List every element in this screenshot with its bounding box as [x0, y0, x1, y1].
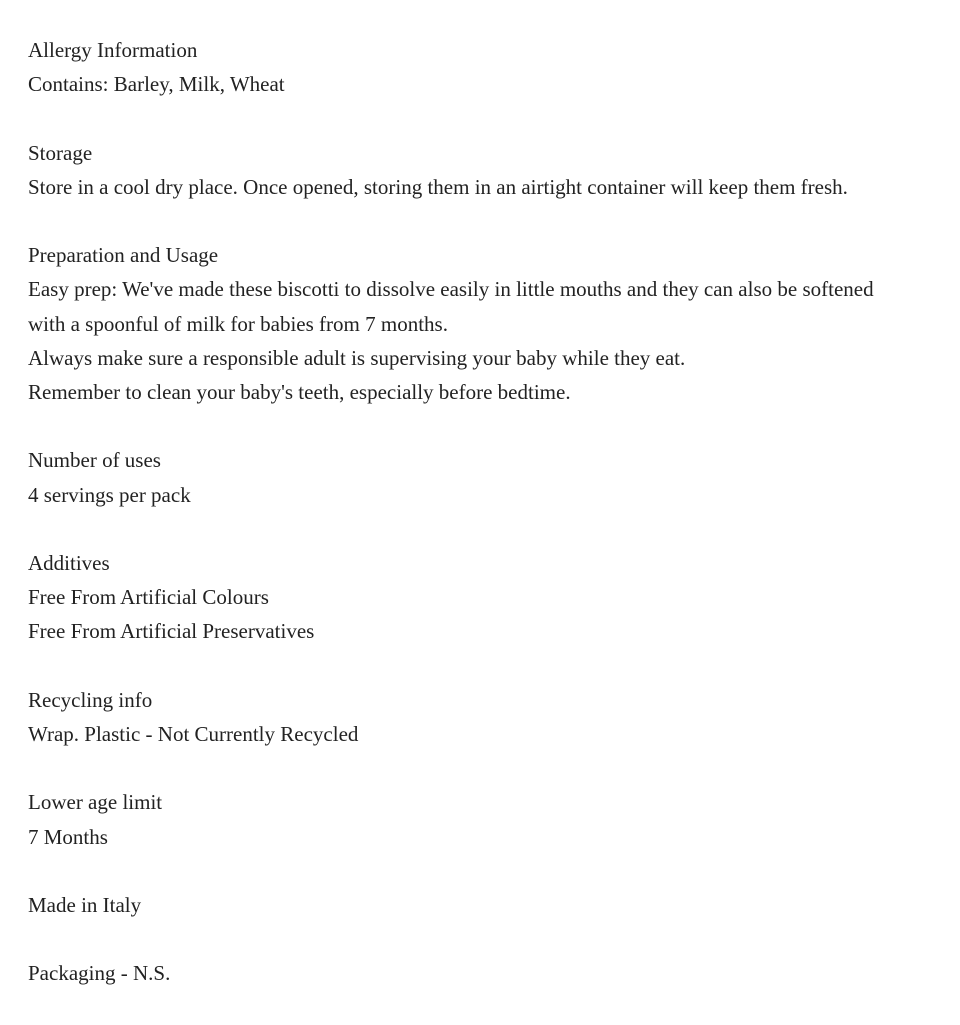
preparation-teeth: Remember to clean your baby's teeth, especially before bedtime.	[28, 380, 571, 404]
preparation-supervision: Always make sure a responsible adult is supervising your baby while they eat.	[28, 345, 686, 370]
product-details	[28, 33, 898, 1025]
age-limit-section	[28, 785, 898, 853]
origin-section	[28, 888, 898, 922]
recycling-heading: Recycling info	[28, 687, 153, 712]
storage-section	[28, 136, 898, 204]
allergy-contains: Contains: Barley, Milk, Wheat	[28, 72, 285, 97]
recycling-section	[28, 683, 898, 751]
recycling-text: Wrap. Plastic - Not Currently Recycled	[28, 721, 359, 746]
uses-servings: 4 servings per pack	[28, 482, 191, 507]
allergy-section	[28, 33, 898, 101]
additives-colours: Free From Artificial Colours	[28, 585, 269, 610]
packaging-section	[28, 956, 898, 990]
uses-section	[28, 443, 898, 511]
storage-heading: Storage	[28, 140, 93, 165]
origin-text: Made in Italy	[28, 892, 142, 917]
uses-heading: Number of uses	[28, 448, 161, 473]
preparation-easy-prep: Easy prep: We've made these biscotti to dissolve easily in little mouths and they can also be softened with a spoonful of milk for babies from 7 months.	[28, 277, 874, 336]
allergy-heading: Allergy Information	[28, 38, 198, 62]
age-limit-heading: Lower age limit	[28, 790, 163, 815]
storage-text: Store in a cool dry place. Once opened, storing them in an airtight container will keep them fresh.	[28, 174, 848, 199]
preparation-heading: Preparation and Usage	[28, 243, 219, 268]
packaging-text: Packaging - N.S.	[28, 961, 171, 986]
additives-preservatives: Free From Artificial Preservatives	[28, 619, 315, 644]
age-limit-value: 7 Months	[28, 824, 108, 849]
additives-section	[28, 546, 898, 649]
preparation-section	[28, 238, 898, 409]
additives-heading: Additives	[28, 550, 110, 575]
